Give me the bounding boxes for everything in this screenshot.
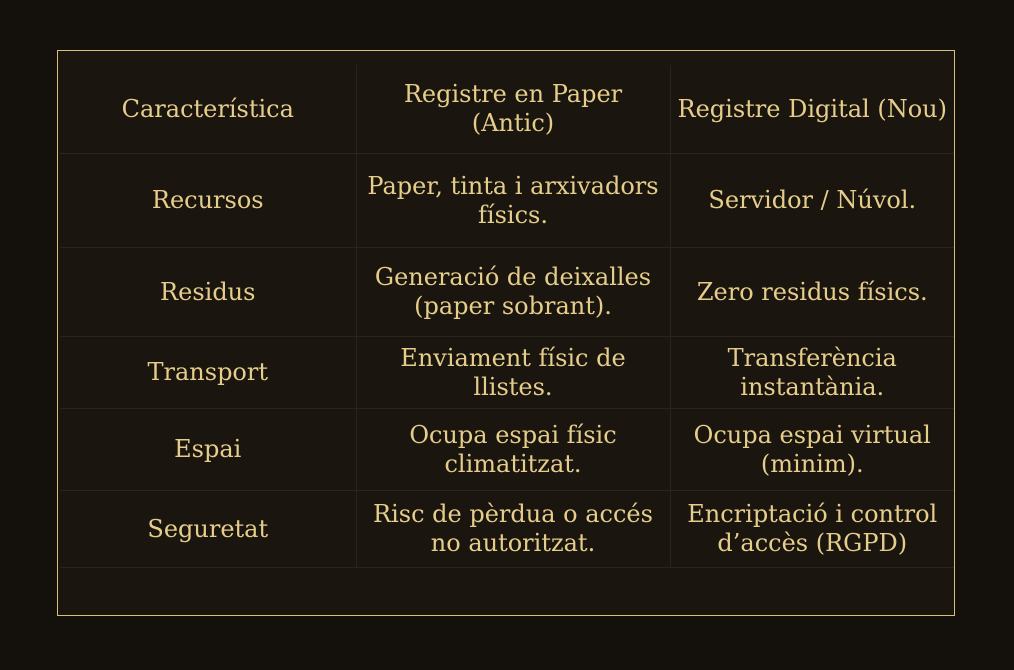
- row-label-cell: Seguretat: [60, 491, 356, 568]
- comparison-table: [60, 65, 954, 568]
- table-row: [60, 248, 954, 337]
- row-label-cell: Espai: [60, 409, 356, 491]
- header-paper-register: [356, 65, 670, 154]
- digital-cell: Zero residus físics.: [670, 248, 954, 337]
- header-digital-register-text: Registre Digital (Nou): [677, 94, 947, 123]
- header-paper-register-text: Registre en Paper (Antic): [403, 80, 623, 137]
- header-digital-register: [670, 65, 954, 154]
- table-row: [60, 154, 954, 248]
- digital-cell: Encriptació i control d’accès (RGPD): [670, 491, 954, 568]
- digital-cell: Transferència instantània.: [670, 337, 954, 409]
- table-row: [60, 409, 954, 491]
- digital-cell: Ocupa espai virtual (minim).: [670, 409, 954, 491]
- table-row: [60, 491, 954, 568]
- row-label-cell: Transport: [60, 337, 356, 409]
- digital-cell: Servidor / Núvol.: [670, 154, 954, 248]
- paper-cell: Ocupa espai físic climatitzat.: [356, 409, 670, 491]
- paper-cell: Risc de pèrdua o accés no autoritzat.: [356, 491, 670, 568]
- header-characteristic: Característica: [60, 65, 356, 154]
- paper-cell: Generació de deixalles (paper sobrant).: [356, 248, 670, 337]
- paper-cell: Paper, tinta i arxivadors físics.: [356, 154, 670, 248]
- table-row: [60, 337, 954, 409]
- table-header-row: [60, 65, 954, 154]
- comparison-table-frame: [57, 50, 955, 616]
- row-label-cell: Recursos: [60, 154, 356, 248]
- paper-cell: Enviament físic de llistes.: [356, 337, 670, 409]
- row-label-cell: Residus: [60, 248, 356, 337]
